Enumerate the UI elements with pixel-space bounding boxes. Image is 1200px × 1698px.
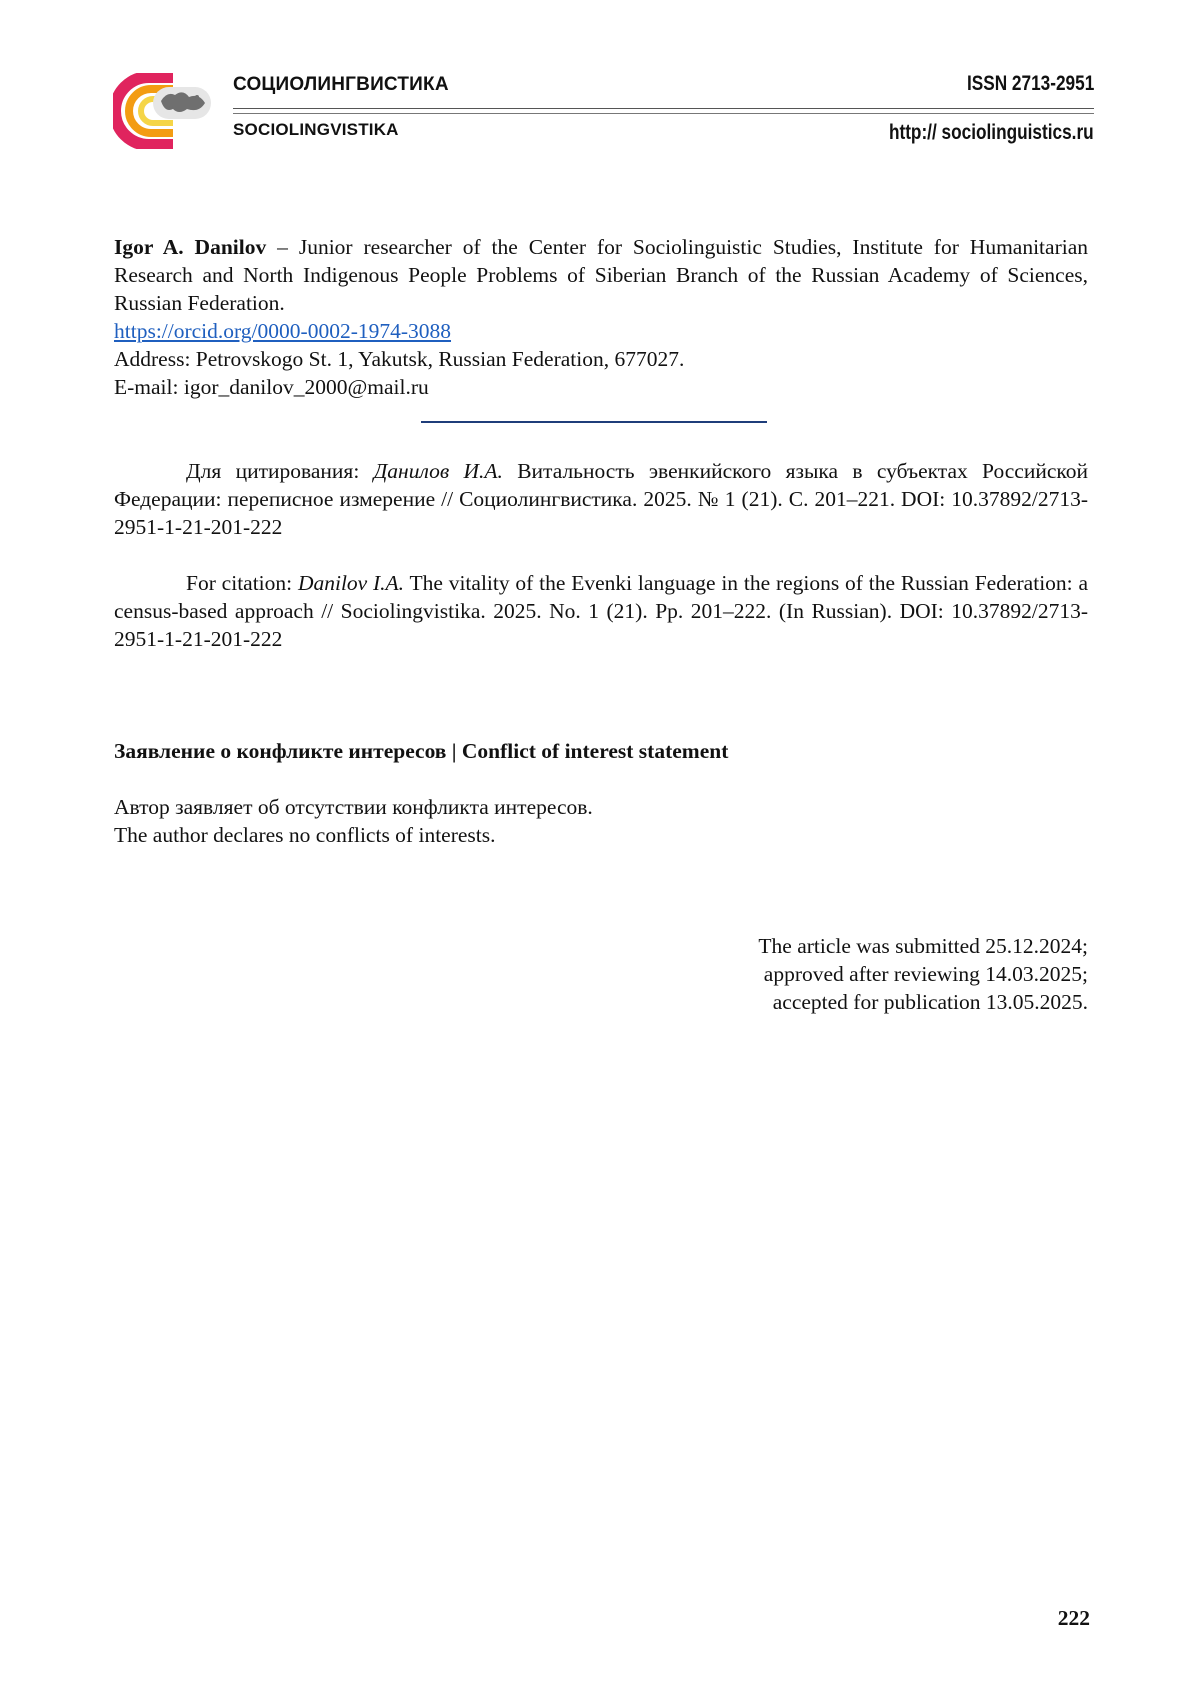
article-dates bbox=[114, 932, 1088, 1016]
issn: ISSN 2713-2951 bbox=[966, 72, 1094, 95]
journal-logo bbox=[113, 73, 213, 149]
header-rule-top bbox=[233, 108, 1094, 109]
conflict-text-ru: Автор заявляет об отсутствии конфликта интересов. bbox=[114, 795, 593, 819]
citation-ru-lead: Для цитирования: bbox=[186, 459, 374, 483]
page-number: 222 bbox=[1057, 1606, 1090, 1630]
conflict-text-en: The author declares no conflicts of interests. bbox=[114, 823, 496, 847]
citation-en-text: The vitality of the Evenki language in the regions of the Russian Federation: a census-based approach // Sociolingvistika. 2025. No. 1 (21). Pp. 201–222. (In Russian). DOI: 10.37892/2713-2951-1-21-201-222 bbox=[114, 571, 1088, 651]
header-rule-bottom bbox=[233, 113, 1094, 114]
journal-title-en: SOCIOLINGVISTIKA bbox=[233, 120, 399, 139]
date-submitted: The article was submitted 25.12.2024; bbox=[758, 934, 1088, 958]
citation-en bbox=[114, 569, 1088, 653]
citation-ru bbox=[114, 457, 1088, 541]
author-email: E-mail: igor_danilov_2000@mail.ru bbox=[114, 375, 429, 399]
date-approved: approved after reviewing 14.03.2025; bbox=[763, 962, 1088, 986]
conflict-heading: Заявление о конфликте интересов | Conflict of interest statement bbox=[114, 739, 729, 763]
section-separator bbox=[421, 421, 767, 423]
author-info bbox=[114, 233, 1088, 401]
journal-website[interactable]: http:// sociolinguistics.ru bbox=[889, 121, 1094, 144]
citation-en-author: Danilov I.A. bbox=[297, 571, 405, 595]
author-bio bbox=[114, 233, 1088, 317]
page-header bbox=[0, 0, 1200, 170]
orcid-link[interactable]: https://orcid.org/0000-0002-1974-3088 bbox=[114, 319, 452, 343]
citation-ru-author: Данилов И.А. bbox=[373, 459, 503, 483]
author-address: Address: Petrovskogo St. 1, Yakutsk, Russian Federation, 677027. bbox=[114, 347, 685, 371]
author-name: Igor A. Danilov bbox=[114, 235, 267, 259]
author-description: – Junior researcher of the Center for Sociolinguistic Studies, Institute for Humanitarian Research and North Indigenous People Problems of Siberian Branch of the Russian Academy of Sciences, Russian Federation. bbox=[114, 235, 1088, 315]
conflict-statement bbox=[114, 793, 1088, 849]
date-accepted: accepted for publication 13.05.2025. bbox=[772, 990, 1088, 1014]
citation-en-lead: For citation: bbox=[186, 571, 298, 595]
citation-ru-text: Витальность эвенкийского языка в субъектах Российской Федерации: переписное измерение // Социолингвистика. 2025. № 1 (21). С. 201–221. DOI: 10.37892/2713-2951-1-21-201-222 bbox=[114, 459, 1089, 539]
journal-title-ru: СОЦИОЛИНГВИСТИКА bbox=[233, 74, 449, 95]
